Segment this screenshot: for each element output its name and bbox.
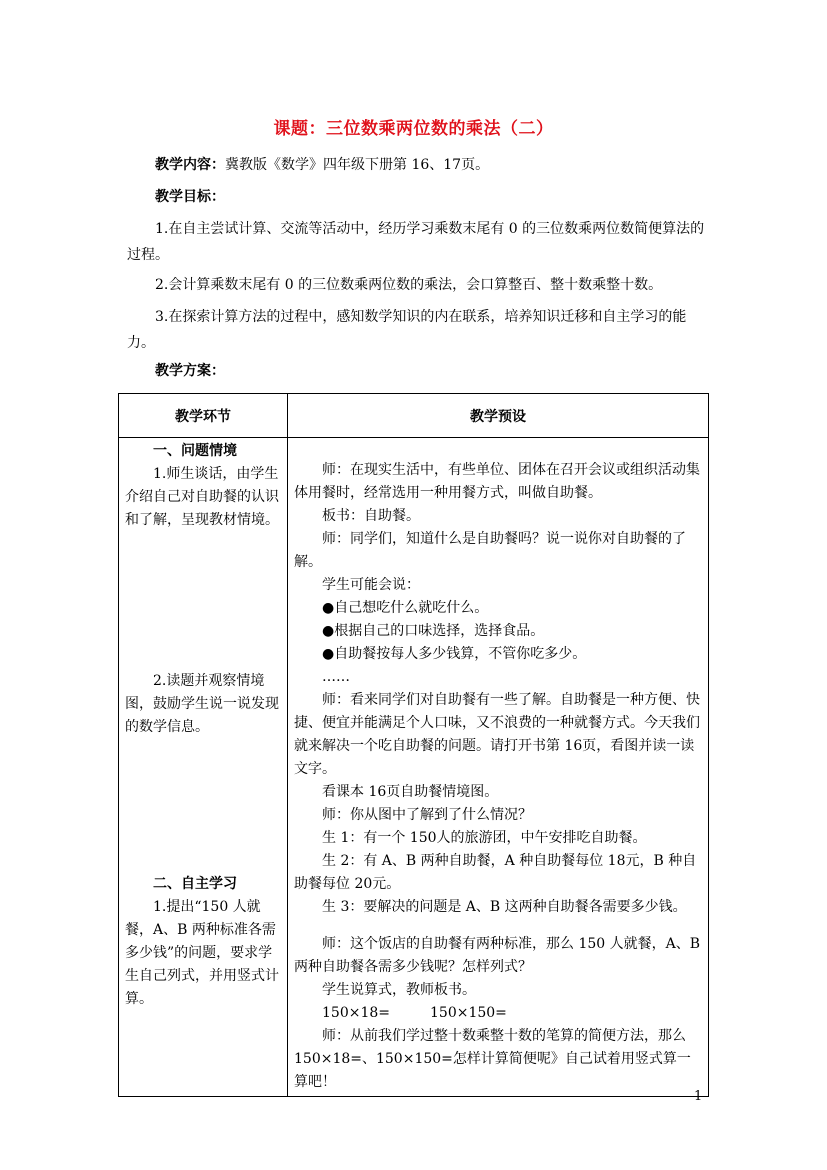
table-header-row — [119, 394, 709, 438]
plan-ellipsis: …… — [322, 669, 350, 685]
header-plan: 教学预设 — [288, 394, 709, 438]
table-row — [119, 438, 709, 1097]
plan-line: 师：同学们，知道什么是自助餐吗？说一说你对自助餐的了解。 — [294, 531, 686, 570]
goal-item-3: 3.在探索计算方法的过程中，感知数学知识的内在联系，培养知识迁移和自主学习的能力。 — [127, 309, 687, 351]
plan-bullet: ●根据自己的口味选择，选择食品。 — [322, 623, 545, 639]
plan-line: 生 1：有一个 150人的旅游团，中午安排吃自助餐。 — [322, 830, 647, 846]
plan-line: 学生说算式，教师板书。 — [322, 982, 476, 998]
plan-heading: 教学方案： — [155, 363, 225, 379]
section-heading-2: 二、自主学习 — [153, 876, 237, 892]
plan-line: 学生可能会说： — [322, 577, 420, 593]
header-stage: 教学环节 — [119, 394, 288, 438]
formula-a: 150×18= — [322, 1005, 390, 1021]
plan-line: 师：你从图中了解到了什么情况？ — [322, 807, 532, 823]
formula-line — [294, 1002, 704, 1025]
content-label: 教学内容： — [155, 157, 225, 173]
plan-line: 板书：自助餐。 — [322, 508, 420, 524]
stage-item-2: 2.读题并观察情境图，鼓励学生说一说发现的数学信息。 — [125, 673, 279, 735]
section-heading-1: 一、问题情境 — [153, 443, 237, 459]
goals-heading: 教学目标： — [155, 189, 225, 205]
stage-item-3: 1.提出“150 人就餐，A、B 两种标准各需多少钱”的问题，要求学生自己列式，并用竖式计算。 — [125, 899, 279, 1007]
plan-line: 师：从前我们学过整十数乘整十数的笔算的简便方法，那么 150×18=、150×150=怎样计算简便呢》自己试着用竖式算一算吧！ — [294, 1028, 691, 1090]
plan-bullet: ●自己想吃什么就吃什么。 — [322, 600, 489, 616]
plan-bullet: ●自助餐按每人多少钱算，不管你吃多少。 — [322, 646, 587, 662]
plan-line: 师：在现实生活中，有些单位、团体在召开会议或组织活动集体用餐时，经常选用一种用餐方式，叫做自助餐。 — [294, 462, 700, 501]
document-title: 课题：三位数乘两位数的乘法（二） — [273, 119, 554, 139]
goal-item-1: 1.在自主尝试计算、交流等活动中，经历学习乘数末尾有 0 的三位数乘两位数简便算法的过程。 — [127, 221, 705, 263]
content-text: 冀教版《数学》四年级下册第 16、17页。 — [225, 157, 490, 173]
goal-item-2: 2.会计算乘数末尾有 0 的三位数乘两位数的乘法，会口算整百、整十数乘整十数。 — [155, 277, 663, 293]
page-number: 1 — [694, 1089, 703, 1104]
stage-column — [119, 438, 288, 1097]
plan-line: 师：这个饭店的自助餐有两种标准，那么 150 人就餐，A、B 两种自助餐各需多少钱呢？怎样列式？ — [294, 936, 701, 975]
plan-line: 生 3：要解决的问题是 A、B 这两种自助餐各需要多少钱。 — [322, 899, 687, 915]
plan-line: 生 2：有 A、B 两种自助餐，A 种自助餐每位 18元，B 种自助餐每位 20元。 — [294, 853, 697, 892]
teaching-content — [127, 152, 707, 178]
plan-line: 看课本 16页自助餐情境图。 — [322, 784, 499, 800]
stage-item-1: 1.师生谈话，由学生介绍自己对自助餐的认识和了解，呈现教材情境。 — [125, 466, 279, 528]
plan-line: 师：看来同学们对自助餐有一些了解。自助餐是一种方便、快捷、便宜并能满足个人口味，又不浪费的一种就餐方式。今天我们就来解决一个吃自助餐的问题。请打开书第 16页，看图并读一读文字。 — [294, 692, 700, 777]
plan-column — [288, 438, 709, 1097]
formula-b: 150×150= — [430, 1005, 507, 1021]
lesson-plan-table — [118, 393, 709, 1097]
